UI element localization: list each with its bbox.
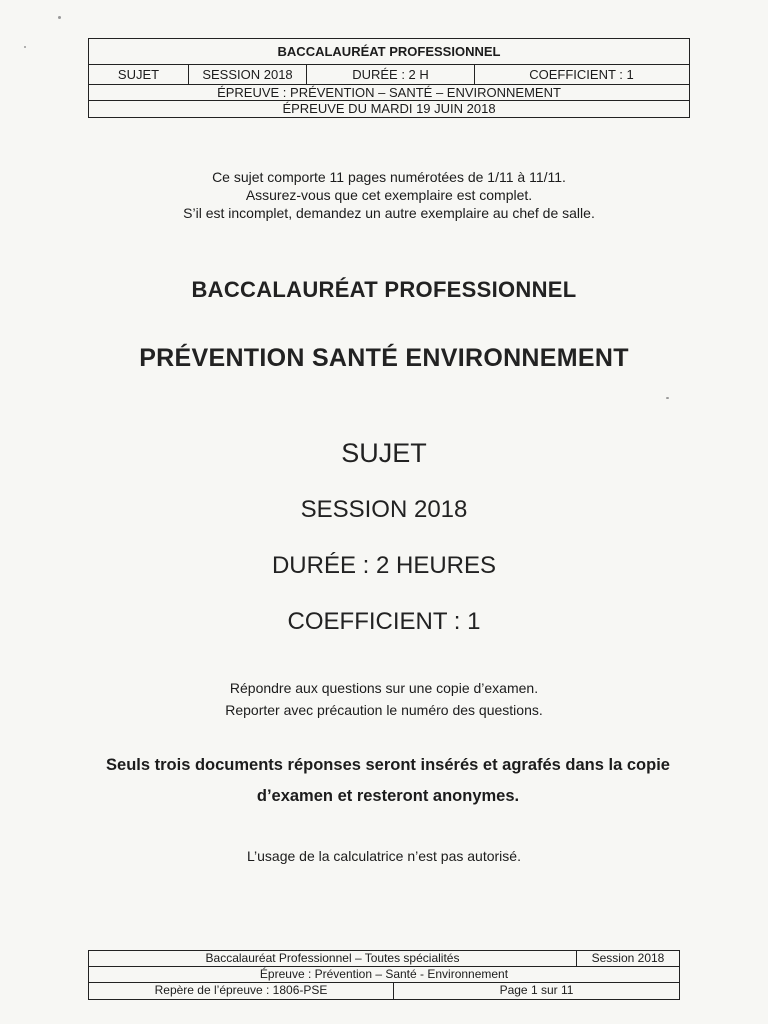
footer-row: [89, 983, 679, 999]
scan-speck: [58, 16, 61, 19]
footer-page: Page 1 sur 11: [499, 983, 574, 997]
main-title-subject: PRÉVENTION SANTÉ ENVIRONNEMENT: [139, 344, 629, 372]
footer-row: [89, 951, 679, 967]
footer-epreuve: Épreuve : Prévention – Santé - Environnement: [259, 967, 509, 981]
notice-line: Assurez-vous que cet exemplaire est complet.: [245, 187, 533, 203]
header-table: [88, 38, 690, 118]
header-duree: DURÉE : 2 H: [307, 65, 475, 84]
scan-speck: [24, 46, 26, 48]
header-session: SESSION 2018: [189, 65, 307, 84]
answer-instructions: [0, 677, 768, 721]
footer-table: [88, 950, 680, 1000]
scan-speck: [666, 397, 669, 399]
instruction-line: Répondre aux questions sur une copie d’examen.: [229, 680, 539, 696]
footer-row: [89, 967, 679, 983]
main-title-bac: BACCALAURÉAT PROFESSIONNEL: [191, 277, 577, 302]
footer-repere: Repère de l’épreuve : 1806-PSE: [89, 983, 394, 999]
header-title-row: [89, 39, 689, 65]
main-sujet: SUJET: [341, 438, 427, 468]
header-date-row: [89, 101, 689, 117]
header-epreuve: ÉPREUVE : PRÉVENTION – SANTÉ – ENVIRONNEMENT: [217, 85, 561, 100]
header-coefficient: COEFFICIENT : 1: [529, 67, 634, 82]
main-session: SESSION 2018: [300, 496, 468, 523]
instruction-line: Reporter avec précaution le numéro des questions.: [225, 702, 543, 718]
note-line: d’examen et resteront anonymes.: [256, 787, 520, 805]
footer-bac: Baccalauréat Professionnel – Toutes spécialités: [89, 951, 577, 966]
calculator-notice: L’usage de la calculatrice n’est pas autorisé.: [247, 848, 521, 864]
header-sujet: SUJET: [89, 65, 189, 84]
documents-note: [40, 750, 736, 812]
header-title: BACCALAURÉAT PROFESSIONNEL: [277, 43, 501, 59]
footer-session: Session 2018: [591, 951, 665, 965]
main-duree: DURÉE : 2 HEURES: [271, 552, 497, 579]
page-count-notice: [100, 168, 678, 222]
header-epreuve-row: [89, 85, 689, 101]
notice-line: S’il est incomplet, demandez un autre exemplaire au chef de salle.: [183, 205, 595, 221]
header-info-row: [89, 65, 689, 85]
notice-line: Ce sujet comporte 11 pages numérotées de 1/11 à 11/11.: [212, 169, 566, 185]
header-date: ÉPREUVE DU MARDI 19 JUIN 2018: [282, 101, 496, 116]
main-coefficient: COEFFICIENT : 1: [287, 608, 481, 635]
note-line: Seuls trois documents réponses seront insérés et agrafés dans la copie: [106, 756, 670, 774]
